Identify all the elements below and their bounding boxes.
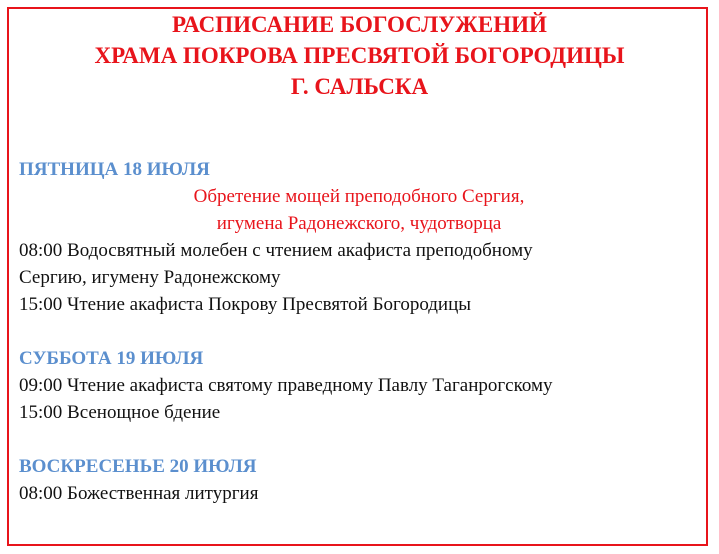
- service-item: 15:00 Чтение акафиста Покрову Пресвятой Богородицы: [19, 294, 472, 315]
- feast-line: Обретение мощей преподобного Сергия,: [193, 186, 525, 207]
- service-item: 08:00 Водосвятный молебен с чтением акафиста преподобному: [19, 240, 533, 261]
- schedule-title: [0, 9, 719, 102]
- spacer: [19, 426, 699, 453]
- schedule-body: [19, 156, 699, 507]
- day-heading-friday: ПЯТНИЦА 18 ИЮЛЯ: [19, 159, 210, 180]
- title-line: Г. САЛЬСКА: [290, 74, 429, 99]
- day-heading-sunday: ВОСКРЕСЕНЬЕ 20 ИЮЛЯ: [19, 456, 257, 477]
- service-item: 08:00 Божественная литургия: [19, 483, 259, 504]
- feast-line: игумена Радонежского, чудотворца: [216, 213, 502, 234]
- feast-description: [0, 183, 699, 237]
- service-item: 09:00 Чтение акафиста святому праведному Павлу Таганрогскому: [19, 375, 553, 396]
- spacer: [19, 318, 699, 345]
- service-item: 15:00 Всенощное бдение: [19, 402, 221, 423]
- title-line: ХРАМА ПОКРОВА ПРЕСВЯТОЙ БОГОРОДИЦЫ: [94, 43, 625, 68]
- title-line: РАСПИСАНИЕ БОГОСЛУЖЕНИЙ: [172, 12, 547, 37]
- day-heading-saturday: СУББОТА 19 ИЮЛЯ: [19, 348, 204, 369]
- service-item: Сергию, игумену Радонежскому: [19, 267, 281, 288]
